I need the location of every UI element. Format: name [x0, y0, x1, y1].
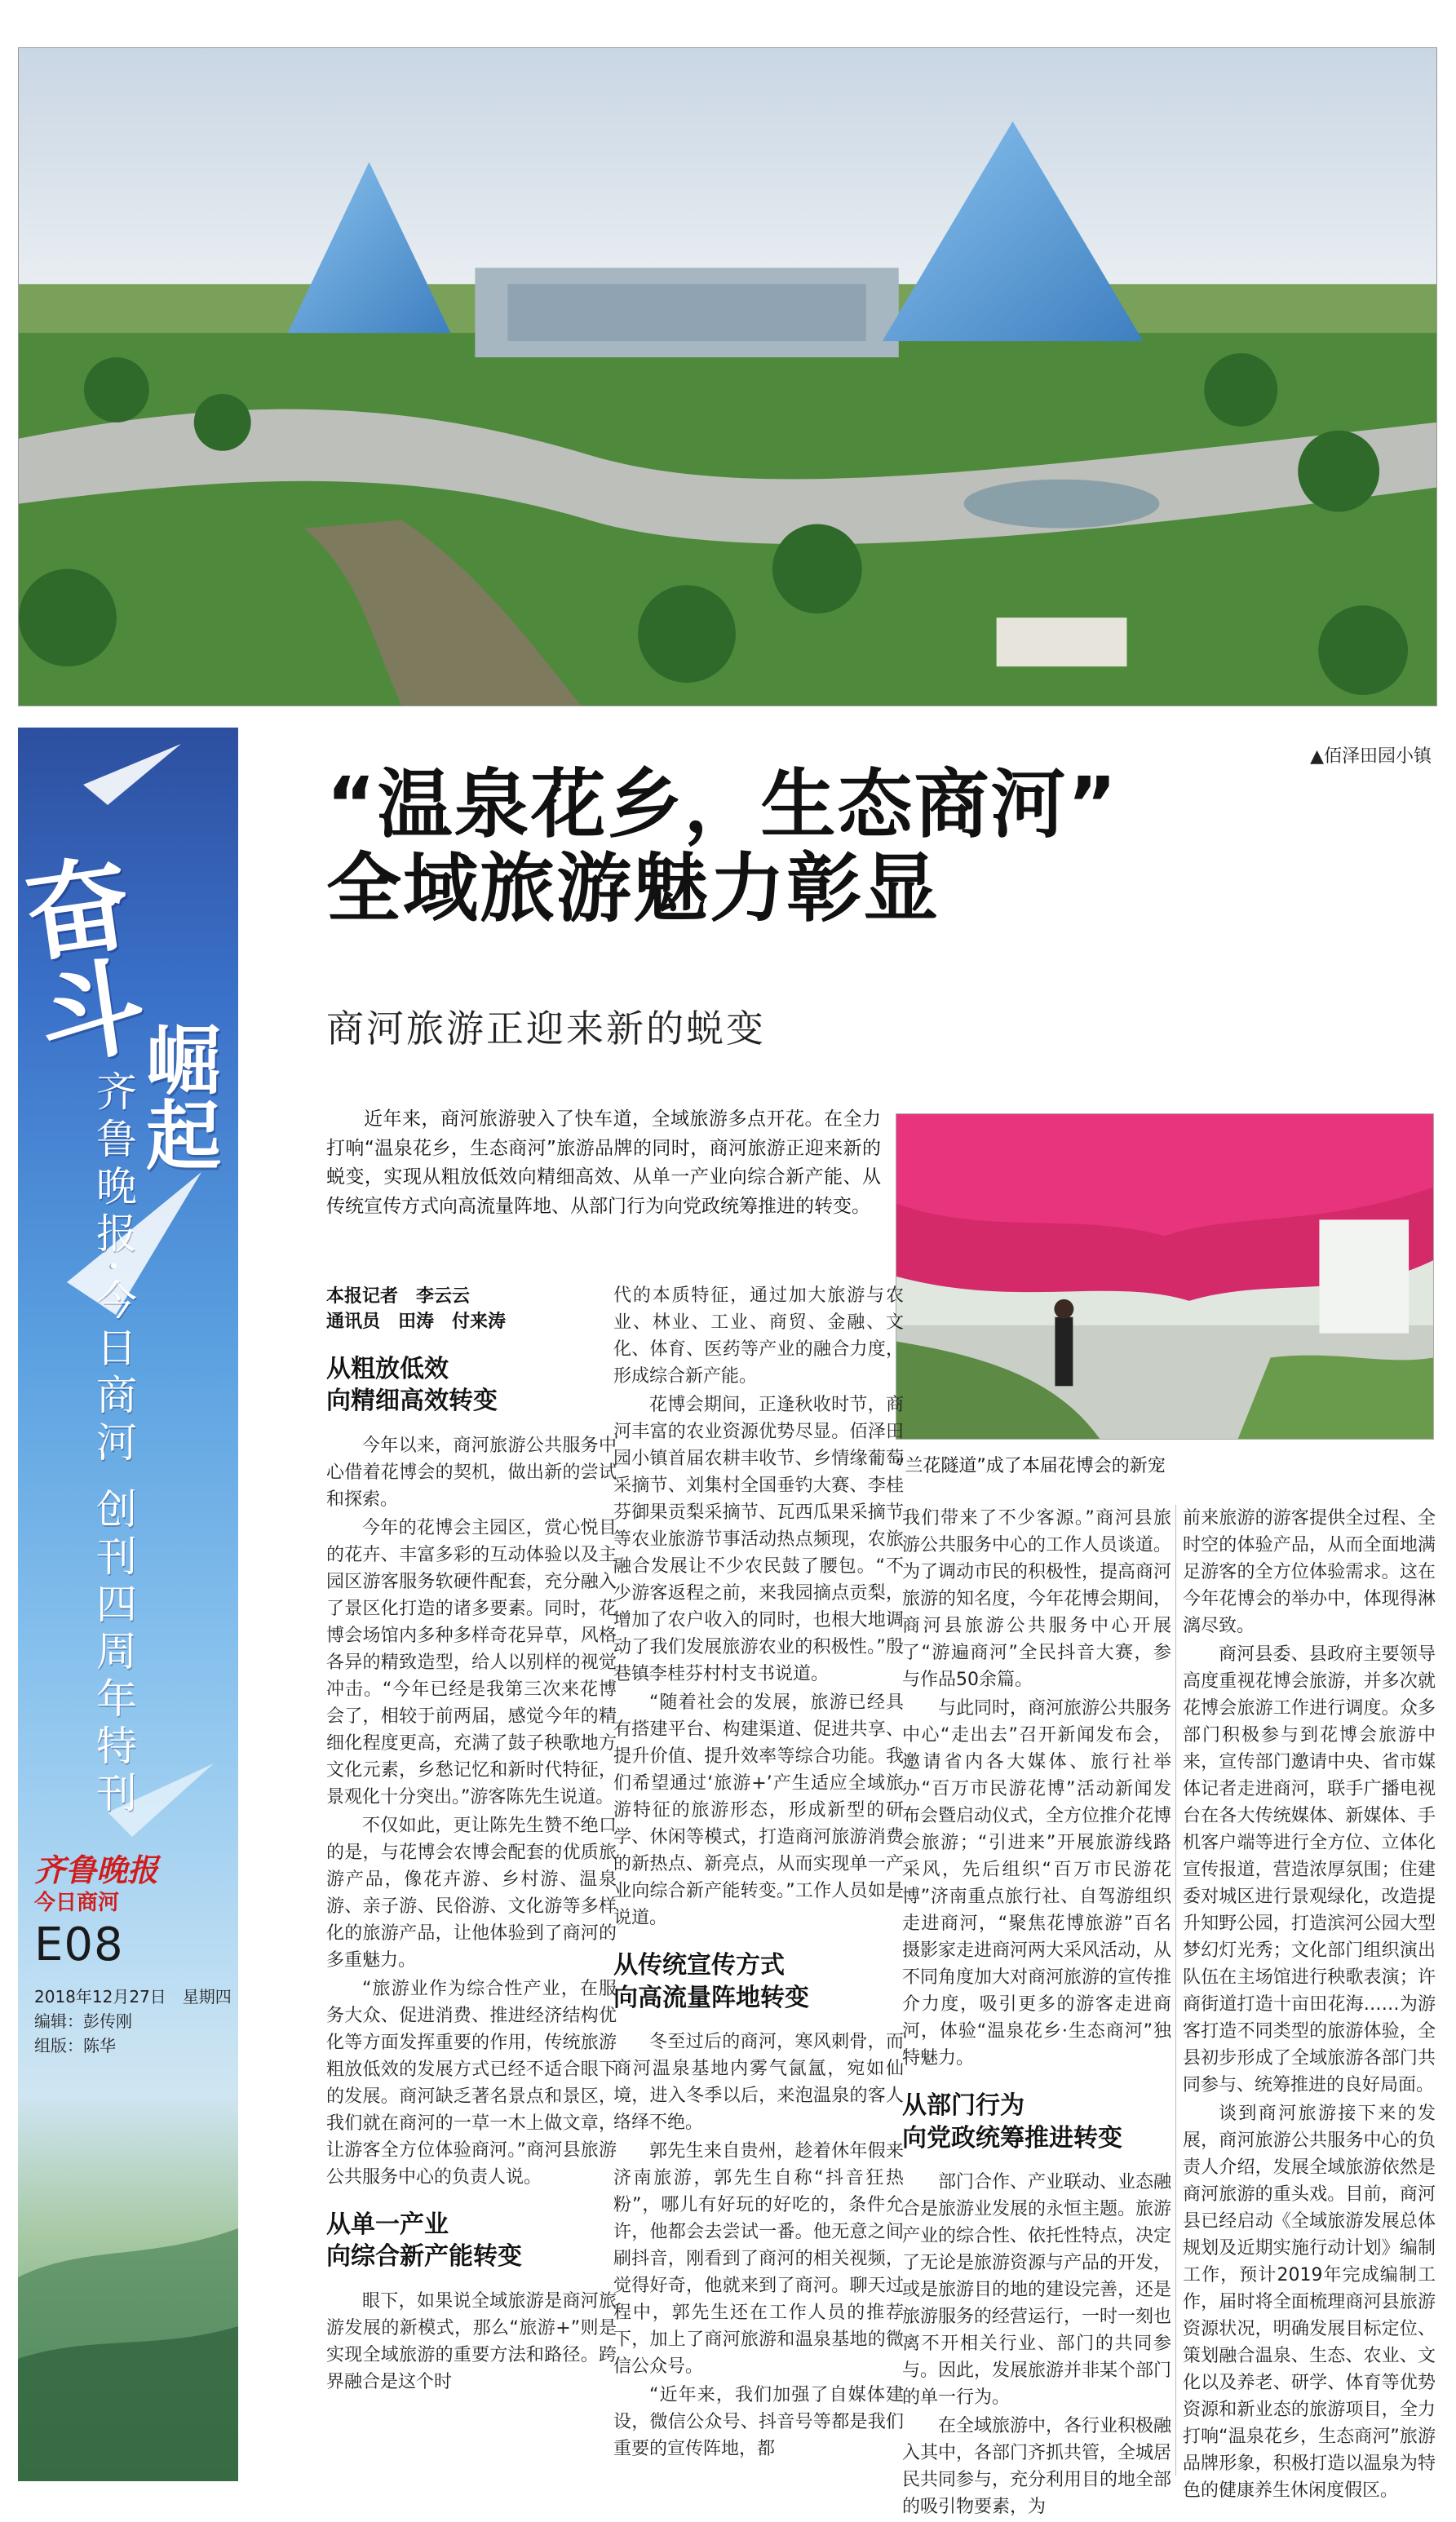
issue-date: 2018年12月27日 星期四 — [34, 1987, 232, 2007]
flower-photo-caption: “兰花隧道”成了本届花博会的新宠 — [896, 1456, 1166, 1476]
paragraph: 谈到商河旅游接下来的发展，商河旅游公共服务中心的负责人介绍，发展全域旅游依然是商河旅游的重头戏。目前，商河县已经启动《全域旅游发展总体规划及近期实施行动计划》编制工作，预计2019年完成编制工作，届时将全面梳理商河县旅游资源状况，明确发展目标定位、策划融合温泉、生态、农业、文化以及养老、研学、体育等优势资源和新业态的旅游项目，全力打响“温泉花乡，生态商河”旅游品牌形象，积极打造以温泉为特色的健康养生休闲度假区。 — [1183, 2104, 1436, 2501]
headline — [326, 763, 1118, 931]
paragraph: 我们带来了不少客源。”商河县旅游公共服务中心的工作人员谈道。为了调动市民的积极性，提高商河旅游的知名度，今年花博会期间，商河县旅游公共服务中心开展了“游遍商河”全民抖音大赛，参与作品50余篇。 — [902, 1508, 1172, 1690]
headline-line2: 全域旅游魅力彰显 — [326, 845, 940, 933]
paragraph: 不仅如此，更让陈先生赞不绝口的是，与花博会农博会配套的优质旅游产品，像花卉游、乡村游、温泉游、亲子游、民俗游、文化游等多样化的旅游产品，让他体验到了商河的多重魅力。 — [326, 1815, 617, 1971]
anniversary-banner — [18, 728, 238, 2481]
paragraph: “近年来，我们加强了自媒体建设，微信公众号、抖音号等都是我们重要的宣传阵地，都 — [613, 2385, 904, 2460]
flower-tunnel-photo — [896, 1113, 1434, 1440]
section-heading-3: 从传统宣传方式 向高流量阵地转变 — [613, 1951, 809, 2012]
byline-correspondents: 通讯员 田涛 付来涛 — [326, 1311, 507, 1332]
flower-tunnel-illustration — [896, 1114, 1433, 1439]
section-heading-2: 从单一产业 向综合新产能转变 — [326, 2210, 522, 2272]
paragraph: 商河县委、县政府主要领导高度重视花博会旅游，并多次就花博会旅游工作进行调度。众多部门积极参与到花博会旅游中来，宣传部门邀请中央、省市媒体记者走进商河，联手广播电视台在各大传统媒体、新媒体、手机客户端等进行全方位、立体化宣传报道，营造浓厚氛围；住建委对城区进行景观绿化，改造提升知野公园，打造滨河公园大型梦幻灯光秀；文化部门组织演出队伍在主场馆进行秧歌表演；许商街道打造十亩田花海……为游客打造不同类型的旅游体验，全县初步形成了全域旅游各部门共同参与、统筹推进的良好局面。 — [1183, 1644, 1436, 2095]
column-divider — [1175, 1505, 1176, 2476]
layout-credit: 组版：陈华 — [34, 2036, 116, 2055]
page-number: E08 — [34, 1918, 124, 1971]
paragraph: 代的本质特征，通过加大旅游与农业、林业、工业、商贸、金融、文化、体育、医药等产业的融合力度，形成综合新产能。 — [613, 1285, 904, 1387]
column-4 — [1183, 1505, 1436, 2506]
special-issue-vertical-title: 齐鲁晚报·今日商河 创刊四周年特刊 — [90, 1070, 137, 1819]
slogan-line1: 奋斗 — [17, 842, 153, 1082]
lead-paragraph: 近年来，商河旅游驶入了快车道，全域旅游多点开花。在全力打响“温泉花乡，生态商河”旅游品牌的同时，商河旅游正迎来新的蜕变，实现从粗放低效向精细高效、从单一产业向综合新产能、从传统宣传方式向高流量阵地、从部门行为向党政统筹推进的转变。 — [326, 1108, 881, 1217]
paper-name: 齐鲁晚报 — [34, 1852, 159, 1888]
section-heading-4: 从部门行为 向党政统筹推进转变 — [902, 2091, 1122, 2153]
paragraph: 在全域旅游中，各行业积极融入其中，各部门齐抓共管，全城居民共同参与，充分利用目的地全部的吸引物要素，为 — [902, 2416, 1172, 2518]
slogan-jueqi: 崛起 — [134, 1021, 222, 1171]
subheadline: 商河旅游正迎来新的蜕变 — [326, 1007, 766, 1051]
edition-name: 今日商河 — [34, 1891, 120, 1915]
paragraph: “随着社会的发展，旅游已经具有搭建平台、构建渠道、促进共享、提升价值、提升效率等综合功能。我们希望通过‘旅游+’产生适应全域旅游特征的旅游形态，形成新型的研学、休闲等模式，打造商河旅游消费的新热点、新亮点，从而实现单一产业向综合新产能转变。”工作人员如是说道。 — [613, 1692, 904, 1928]
section-heading-1: 从粗放低效 向精细高效转变 — [326, 1354, 498, 1416]
top-photo-pyramid-park — [18, 47, 1437, 706]
aerial-park-illustration — [19, 48, 1436, 706]
paragraph: 与此同时，商河旅游公共服务中心“走出去”召开新闻发布会，邀请省内各大媒体、旅行社举办“百万市民游花博”活动新闻发布会暨启动仪式，全方位推介花博会旅游；“引进来”开展旅游线路采风，先后组织“百万市民游花博”济南重点旅行社、自驾游组织走进商河，“聚焦花博旅游”百名摄影家走进商河两大采风活动，从不同角度加大对商河旅游的宣传推介力度，吸引更多的游客走进商河，体验“温泉花乡·生态商河”独特魅力。 — [902, 1698, 1172, 2068]
paragraph: “旅游业作为综合性产业，在服务大众、促进消费、推进经济结构优化等方面发挥重要的作用，传统旅游粗放低效的发展方式已经不适合眼下的发展。商河缺乏著名景点和景区，我们就在商河的一草一木上做文章，让游客全方位体验商河。”商河县旅游公共服务中心的负责人说。 — [326, 1978, 617, 2188]
editor-credit: 编辑：彭传刚 — [34, 2011, 132, 2031]
column-1 — [326, 1285, 617, 2397]
paragraph: 郭先生来自贵州，趁着休年假来济南旅游，郭先生自称“抖音狂热粉”，哪儿有好玩的好吃的，条件允许，他都会去尝试一番。他无意之间刷抖音，刚看到了商河的相关视频，觉得好奇，他就来到了商河。聊天过程中，郭先生还在工作人员的推荐下，加上了商河旅游和温泉基地的微信公众号。 — [613, 2141, 904, 2378]
paragraph: 部门合作、产业联动、业态融合是旅游业发展的永恒主题。旅游产业的综合性、依托性特点，决定了无论是旅游资源与产品的开发，或是旅游目的地的建设完善，还是旅游服务的经营运行，一时一刻也离不开相关行业、部门的共同参与。因此，发展旅游并非某个部门的单一行为。 — [902, 2172, 1172, 2409]
headline-line1: “温泉花乡，生态商河” — [326, 761, 1118, 848]
column-3 — [902, 1505, 1171, 2522]
paragraph: 冬至过后的商河，寒风刺骨，而商河温泉基地内雾气氤氲，宛如仙境，进入冬季以后，来泡温泉的客人络绎不绝。 — [613, 2032, 904, 2134]
paragraph: 今年的花博会主园区，赏心悦目的花卉、丰富多彩的互动体验以及主园区游客服务软硬件配套，充分融入了景区化打造的诸多要素。同时，花博会场馆内多种多样奇花异草，风格各异的精致造型，给人以别样的视觉冲击。“今年已经是我第三次来花博会了，相较于前两届，感觉今年的精细化程度更高，充满了鼓子秧歌地方文化元素，乡愁记忆和新时代特征，景观化十分突出。”游客陈先生说道。 — [326, 1517, 617, 1807]
column-2 — [613, 1282, 904, 2464]
paragraph: 今年以来，商河旅游公共服务中心借着花博会的契机，做出新的尝试和探索。 — [326, 1435, 617, 1510]
byline-reporter: 本报记者 李云云 — [326, 1286, 471, 1307]
byline — [326, 1285, 617, 1335]
top-photo-caption: ▲佰泽田园小镇 — [1310, 746, 1432, 767]
paragraph: 花博会期间，正逢秋收时节，商河丰富的农业资源优势尽显。佰泽田园小镇首届农耕丰收节、乡情缘葡萄采摘节、刘集村全国垂钓大赛、李桂芬御果贡梨采摘节、瓦西瓜果采摘节等农业旅游节事活动热点频现，农旅融合发展让不少农民鼓了腰包。“不少游客返程之前，来我园摘点贡梨，增加了农户收入的同时，也根大地调动了我们发展旅游农业的积极性。”殷巷镇李桂芬村村支书说道。 — [613, 1395, 904, 1684]
paragraph: 眼下，如果说全域旅游是商河旅游发展的新模式，那么“旅游+”则是实现全域旅游的重要方法和路径。跨界融合是这个时 — [326, 2290, 617, 2392]
paragraph: 前来旅游的游客提供全过程、全时空的体验产品，从而全面地满足游客的全方位体验需求。这在今年花博会的举办中，体现得淋漓尽致。 — [1183, 1508, 1436, 1636]
